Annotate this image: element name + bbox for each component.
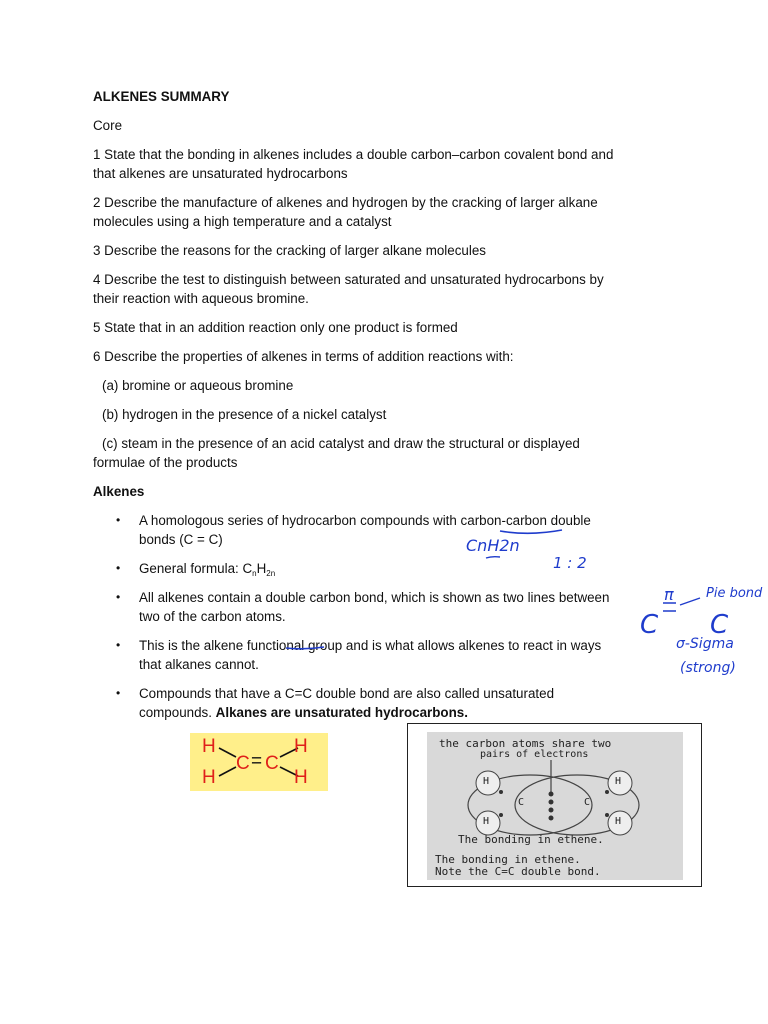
handwritten-ratio: 1 : 2 xyxy=(553,554,587,572)
handwritten-c-right: C xyxy=(710,610,729,640)
handwritten-formula: CnH2n xyxy=(466,536,520,555)
photo-h-label: H xyxy=(483,776,490,787)
objective-6b: (b) hydrogen in the presence of a nickel catalyst xyxy=(102,407,387,422)
bullet-symbol: • xyxy=(116,590,121,604)
bullet-5-line1: Compounds that have a C=C double bond are also called unsaturated xyxy=(139,686,555,701)
photo-bottom-caption-1: The bonding in ethene. xyxy=(435,853,581,866)
bullet-4-line2: that alkanes cannot. xyxy=(139,657,259,672)
bullet-2-general-formula: General formula: $C_nH_{2n}$ xyxy=(139,561,276,578)
photo-caption-top-2: pairs of electrons xyxy=(480,749,589,760)
handwritten-sigma: σ-Sigma xyxy=(676,636,734,652)
photo-h-label: H xyxy=(615,776,622,787)
ethene-double-bond: = xyxy=(251,751,263,772)
ethene-h-bottom-left: H xyxy=(202,767,216,788)
objective-6: 6 Describe the properties of alkenes in terms of addition reactions with: xyxy=(93,349,514,364)
bullet-1-line1: A homologous series of hydrocarbon compounds with carbon-carbon double xyxy=(139,513,591,528)
objective-3: 3 Describe the reasons for the cracking of larger alkane molecules xyxy=(93,243,486,258)
ethene-bonding-photo xyxy=(427,732,683,880)
section-heading-core: Core xyxy=(93,118,123,133)
alkenes-heading: Alkenes xyxy=(93,484,145,499)
pointer-line-mark xyxy=(680,598,700,605)
functional-underline-mark xyxy=(286,647,324,649)
ethene-structure-box xyxy=(190,733,328,791)
ethene-h-top-left: H xyxy=(202,736,216,757)
bullet-symbol: • xyxy=(116,638,121,652)
bullet-1-line2: bonds (C = C) xyxy=(139,532,223,547)
objective-5: 5 State that in an addition reaction only one product is formed xyxy=(93,320,458,335)
ethene-bonding-image xyxy=(407,723,702,887)
objective-6a: (a) bromine or aqueous bromine xyxy=(102,378,294,393)
handwritten-strong: (strong) xyxy=(680,660,736,676)
handwritten-pie-bond: Pie bond xyxy=(706,586,763,601)
document-title: ALKENES SUMMARY xyxy=(93,89,230,104)
photo-h-label: H xyxy=(483,816,490,827)
photo-h-label: H xyxy=(615,816,622,827)
objective-4-line2: their reaction with aqueous bromine. xyxy=(93,291,309,306)
photo-mid-caption: The bonding in ethene. xyxy=(458,833,604,846)
objective-1-line1: 1 State that the bonding in alkenes includes a double carbon–carbon covalent bond and xyxy=(93,147,614,162)
bullet-symbol: • xyxy=(116,686,121,700)
ethene-h-bottom-right: H xyxy=(294,767,308,788)
photo-caption-top-1: the carbon atoms share two xyxy=(439,737,612,750)
double-bond-mark xyxy=(663,603,676,611)
photo-c-label: C xyxy=(584,797,591,808)
bullet-4-line1: This is the alkene functional group and is what allows alkenes to react in ways xyxy=(139,638,602,653)
objective-4-line1: 4 Describe the test to distinguish between saturated and unsaturated hydrocarbons by xyxy=(93,272,604,287)
bullet-3-line2: two of the carbon atoms. xyxy=(139,609,286,624)
objective-6c-line2: formulae of the products xyxy=(93,455,238,470)
bullet-5-line2: compounds. Alkanes are unsaturated hydrocarbons. xyxy=(139,705,468,720)
objective-2-line1: 2 Describe the manufacture of alkenes and hydrogen by the cracking of larger alkane xyxy=(93,195,598,210)
objective-1-line2: that alkenes are unsaturated hydrocarbons xyxy=(93,166,348,181)
dash-mark xyxy=(486,557,500,558)
bullet-symbol: • xyxy=(116,561,121,575)
objective-2-line2: molecules using a high temperature and a catalyst xyxy=(93,214,392,229)
photo-bottom-caption-2: Note the C=C double bond. xyxy=(435,865,601,878)
ethene-c-right: C xyxy=(265,753,279,774)
handwritten-c-left: C xyxy=(640,610,659,640)
carbon-underline-mark xyxy=(500,530,562,533)
bullet-symbol: • xyxy=(116,513,121,527)
handwritten-pi-symbol: π xyxy=(664,585,674,604)
bullet-3-line1: All alkenes contain a double carbon bond, which is shown as two lines between xyxy=(139,590,610,605)
photo-c-label: C xyxy=(518,797,525,808)
objective-6c-line1: (c) steam in the presence of an acid catalyst and draw the structural or displayed xyxy=(102,436,580,451)
ethene-c-left: C xyxy=(236,753,250,774)
ethene-h-top-right: H xyxy=(294,736,308,757)
